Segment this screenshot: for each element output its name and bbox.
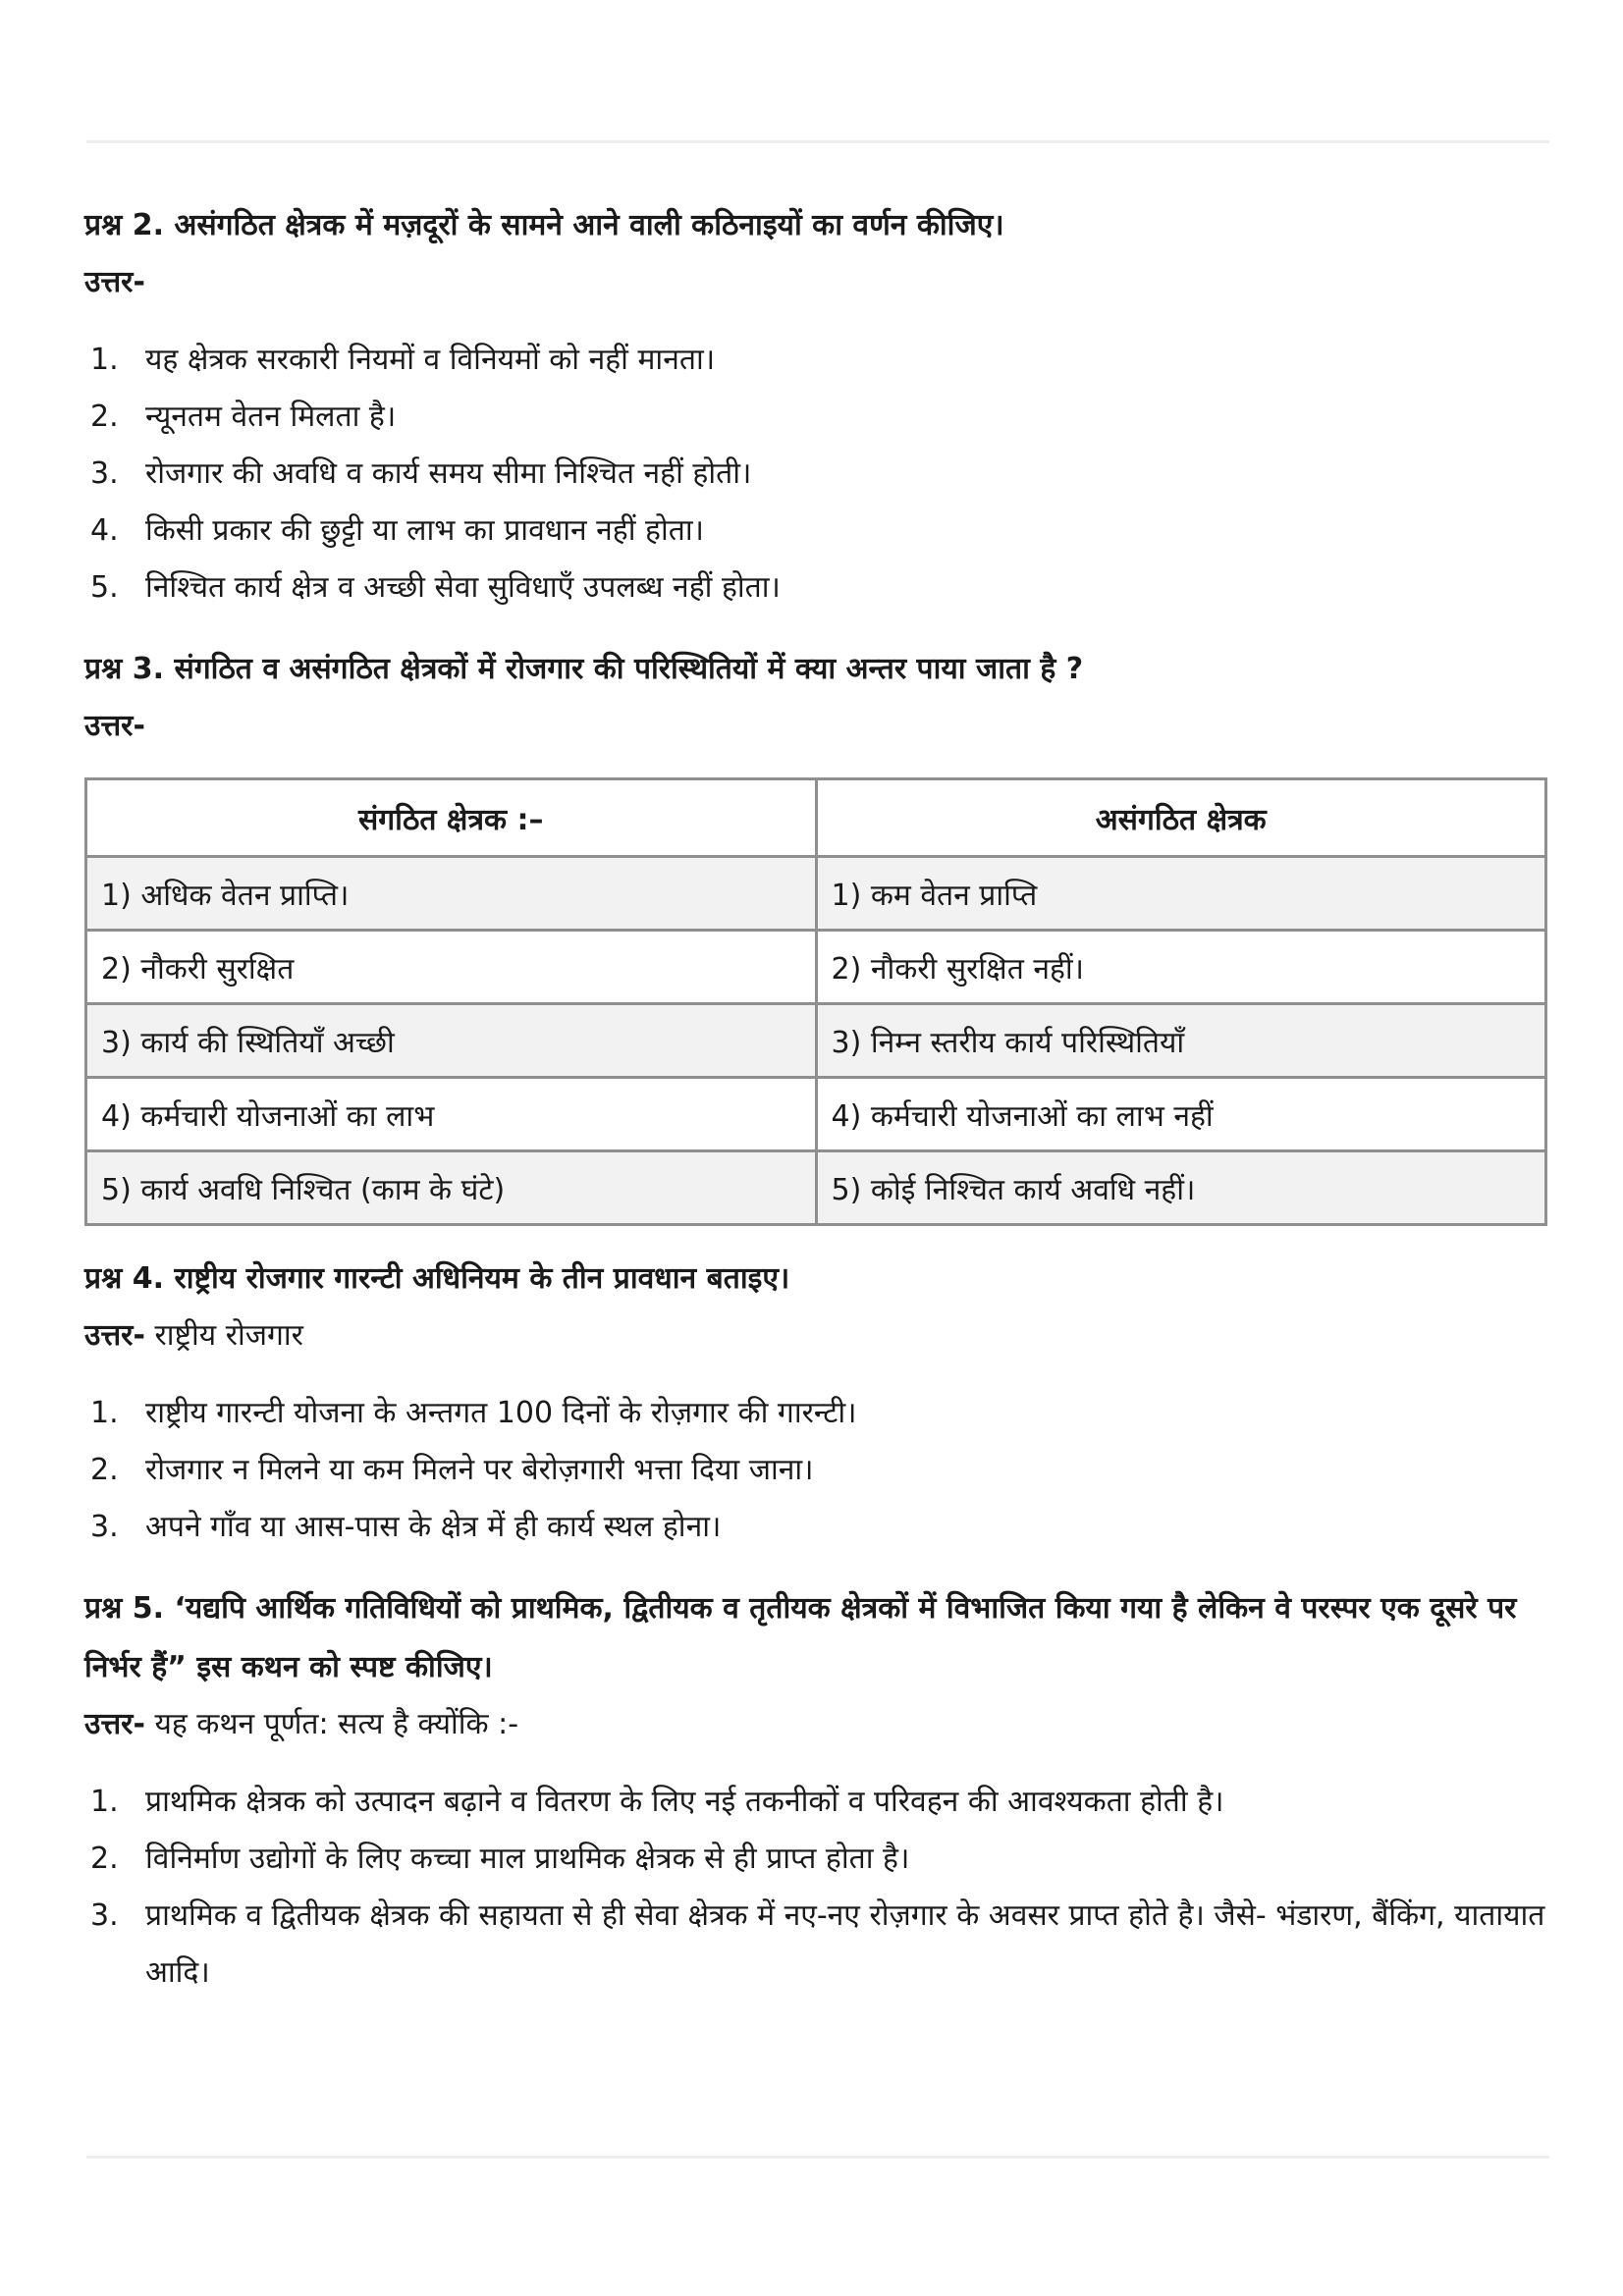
answer-4-line	[84, 1308, 1547, 1363]
column-header-unorganised: असंगठित क्षेत्रक	[816, 779, 1546, 857]
table-cell: 1) अधिक वेतन प्राप्ति।	[86, 857, 817, 931]
list-item	[84, 1385, 1547, 1442]
list-item	[84, 1499, 1547, 1556]
table-cell: 2) नौकरी सुरक्षित	[86, 931, 817, 1004]
list-text: न्यूनतम वेतन मिलता है।	[145, 400, 397, 434]
question-3-heading: प्रश्न 3. संगठित व असंगठित क्षेत्रकों में रोजगार की परिस्थितियों में क्या अन्तर पाया जाता है ?	[84, 652, 1084, 686]
list-number: 1.	[90, 1396, 119, 1430]
answer-5-list	[84, 1774, 1547, 2002]
answer-5-intro: यह कथन पूर्णत: सत्य है क्योंकि :-	[144, 1707, 519, 1741]
table-cell: 1) कम वेतन प्राप्ति	[816, 857, 1546, 931]
answer-2-line	[84, 255, 1547, 310]
list-item	[84, 446, 1547, 503]
content-area	[84, 196, 1547, 2025]
list-item	[84, 560, 1547, 616]
list-item	[84, 1831, 1547, 1888]
list-item	[84, 1442, 1547, 1499]
table-cell: 4) कर्मचारी योजनाओं का लाभ नहीं	[816, 1078, 1546, 1151]
table-row	[86, 1004, 1546, 1078]
question-2-heading: प्रश्न 2. असंगठित क्षेत्रक में मज़दूरों के सामने आने वाली कठिनाइयों का वर्णन कीजिए।	[84, 208, 1004, 242]
answer-5-line	[84, 1697, 1547, 1752]
list-number: 3.	[90, 1510, 119, 1544]
answer-label: उत्तर-	[84, 265, 145, 299]
list-number: 2.	[90, 1842, 119, 1876]
answer-4-intro: राष्ट्रीय रोजगार	[144, 1318, 303, 1353]
list-number: 2.	[90, 400, 119, 434]
table-row	[86, 857, 1546, 931]
list-number: 1.	[90, 1785, 119, 1819]
list-text: राष्ट्रीय गारन्टी योजना के अन्तगत 100 दिनों के रोज़गार की गारन्टी।	[145, 1396, 857, 1430]
answer-label: उत्तर-	[84, 1318, 145, 1353]
answer-4-list	[84, 1385, 1547, 1556]
list-text: किसी प्रकार की छुट्टी या लाभ का प्रावधान नहीं होता।	[145, 513, 704, 548]
list-item	[84, 332, 1547, 389]
list-text: यह क्षेत्रक सरकारी नियमों व विनियमों को नहीं मानता।	[145, 343, 716, 377]
list-number: 3.	[90, 1898, 119, 1933]
list-number: 5.	[90, 570, 119, 605]
list-number: 4.	[90, 513, 119, 548]
comparison-table	[84, 777, 1547, 1226]
table-row	[86, 931, 1546, 1004]
table-cell: 5) कोई निश्चित कार्य अवधि नहीं।	[816, 1151, 1546, 1225]
question-4-heading: प्रश्न 4. राष्ट्रीय रोजगार गारन्टी अधिनियम के तीन प्रावधान बताइए।	[84, 1261, 790, 1296]
question-4-section	[84, 1250, 1547, 1556]
list-number: 3.	[90, 456, 119, 491]
question-2-section	[84, 196, 1547, 616]
table-cell: 3) निम्न स्तरीय कार्य परिस्थितियाँ	[816, 1004, 1546, 1078]
table-cell: 5) कार्य अवधि निश्चित (काम के घंटे)	[86, 1151, 817, 1225]
top-divider	[86, 140, 1549, 143]
answer-label: उत्तर-	[84, 1707, 145, 1741]
table-row	[86, 1078, 1546, 1151]
answer-label: उत्तर-	[84, 709, 145, 743]
answer-2-list	[84, 332, 1547, 616]
list-item	[84, 503, 1547, 560]
list-text: निश्चित कार्य क्षेत्र व अच्छी सेवा सुविधाएँ उपलब्ध नहीं होता।	[145, 570, 781, 605]
list-text: प्राथमिक क्षेत्रक को उत्पादन बढ़ाने व वितरण के लिए नई तकनीकों व परिवहन की आवश्यकता होती है।	[145, 1785, 1224, 1819]
question-5-heading: प्रश्न 5. ‘यद्यपि आर्थिक गतिविधियों को प्राथमिक, द्वितीयक व तृतीयक क्षेत्रकों में विभाजित किया गया है लेकिन वे परस्पर एक दूसरे पर निर्भर हैं” इस कथन को स्पष्ट कीजिए।	[84, 1591, 1517, 1684]
bottom-divider	[86, 2156, 1549, 2159]
question-5-section	[84, 1579, 1547, 2002]
list-text: रोजगार की अवधि व कार्य समय सीमा निश्चित नहीं होती।	[145, 456, 752, 491]
table-cell: 4) कर्मचारी योजनाओं का लाभ	[86, 1078, 817, 1151]
table-cell: 2) नौकरी सुरक्षित नहीं।	[816, 931, 1546, 1004]
answer-3-line	[84, 699, 1547, 754]
list-text: प्राथमिक व द्वितीयक क्षेत्रक की सहायता से ही सेवा क्षेत्रक में नए-नए रोज़गार के अवसर प्राप्त होते है। जैसे- भंडारण, बैंकिंग, यातायात आदि।	[145, 1898, 1545, 1990]
list-text: रोजगार न मिलने या कम मिलने पर बेरोज़गारी भत्ता दिया जाना।	[145, 1453, 814, 1487]
question-3-section	[84, 640, 1547, 1226]
table-row	[86, 1151, 1546, 1225]
column-header-organised: संगठित क्षेत्रक :–	[86, 779, 817, 857]
list-item	[84, 1888, 1547, 2002]
list-text: अपने गाँव या आस-पास के क्षेत्र में ही कार्य स्थल होना।	[145, 1510, 722, 1544]
list-item	[84, 389, 1547, 446]
list-item	[84, 1774, 1547, 1831]
list-text: विनिर्माण उद्योगों के लिए कच्चा माल प्राथमिक क्षेत्रक से ही प्राप्त होता है।	[145, 1842, 910, 1876]
table-cell: 3) कार्य की स्थितियाँ अच्छी	[86, 1004, 817, 1078]
table-header-row	[86, 779, 1546, 857]
list-number: 2.	[90, 1453, 119, 1487]
list-number: 1.	[90, 343, 119, 377]
